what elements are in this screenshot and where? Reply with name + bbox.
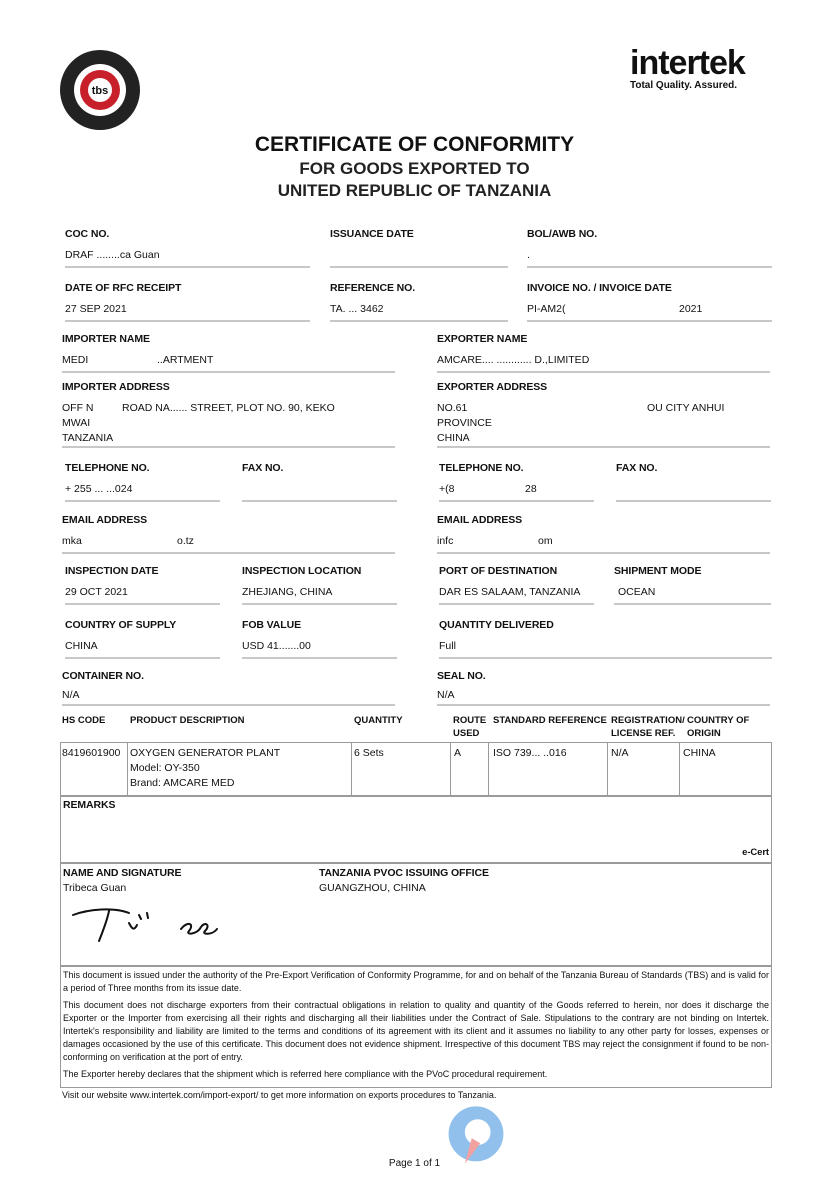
bol-awb-field: BOL/AWB NO. . xyxy=(527,228,772,268)
column-divider xyxy=(351,742,352,795)
shipment-mode-field: SHIPMENT MODE OCEAN xyxy=(614,565,771,605)
inspection-location-field: INSPECTION LOCATION ZHEJIANG, CHINA xyxy=(242,565,397,605)
reference-no-field: REFERENCE NO. TA. ... 3462 xyxy=(330,282,508,322)
document-title: CERTIFICATE OF CONFORMITY xyxy=(254,133,575,156)
table-header-route: ROUTE USED xyxy=(453,715,487,739)
fob-value-field: FOB VALUE USD 41.......00 xyxy=(242,619,397,659)
exporter-telephone-field: TELEPHONE NO. +(8 28 xyxy=(439,462,594,502)
disclaimer-box: This document is issued under the authority of the Pre-Export Verification of Conformity Programme, for and on behalf of the Tanzania Bureau of Standards (TBS) and is valid for a period of Three months from its issue date. This document does not discharge exporters from their contractual obligations in relation to quality and quantity of the Goods referred to herein, nor does it discharge the Exporter or the Importer from exercising all their rights and discharging all their liabilities under the Contract of Sale. Stipulations to the contrary are not binding on Intertek. Intertek's responsibility and liability are limited to the terms and conditions of its agreement with its client and it assumes no liability to any other party for losses, expenses or damages occasioned by the use of this certificate. This document does not evidence shipment. Irrespective of this document TBS may reject the consignment if found to be non-conforming on verification at the port of entry. The Exporter hereby declares that the shipment which is referred here compliance with the PVoC procedural requirement. xyxy=(60,965,772,1088)
exporter-fax-field: FAX NO. xyxy=(616,462,771,502)
table-header-quantity: QUANTITY xyxy=(354,715,403,726)
tbs-logo xyxy=(58,48,142,132)
importer-name-field: IMPORTER NAME MEDI ..ARTMENT xyxy=(62,333,395,373)
document-subtitle: UNITED REPUBLIC OF TANZANIA xyxy=(277,181,552,200)
cell-standard: ISO 739... ..016 xyxy=(493,747,567,759)
invoice-field: INVOICE NO. / INVOICE DATE PI-AM2( 2021 xyxy=(527,282,772,322)
importer-telephone-field: TELEPHONE NO. + 255 ... ...024 xyxy=(65,462,220,502)
table-header-standard: STANDARD REFERENCE xyxy=(493,715,607,726)
country-supply-field: COUNTRY OF SUPPLY CHINA xyxy=(65,619,220,659)
page-number: Page 1 of 1 xyxy=(388,1158,441,1169)
document-subtitle: FOR GOODS EXPORTED TO xyxy=(299,159,530,178)
table-header-description: PRODUCT DESCRIPTION xyxy=(130,715,245,726)
column-divider xyxy=(488,742,489,795)
container-no-field: CONTAINER NO. N/A xyxy=(62,670,395,706)
website-note: Visit our website www.intertek.com/import-export/ to get more information on exports procedures to Tanzania. xyxy=(62,1090,497,1100)
column-divider xyxy=(679,742,680,795)
cell-quantity: 6 Sets xyxy=(354,747,384,759)
column-divider xyxy=(127,742,128,795)
svg-text:tbs: tbs xyxy=(91,85,109,97)
table-header-hs-code: HS CODE xyxy=(62,715,106,726)
exporter-name-field: EXPORTER NAME AMCARE.... ............ D.,LIMITED xyxy=(437,333,770,373)
issuance-date-field: ISSUANCE DATE xyxy=(330,228,508,268)
seal-no-field: SEAL NO. N/A xyxy=(437,670,770,706)
cell-registration: N/A xyxy=(611,747,629,759)
column-divider xyxy=(450,742,451,795)
port-destination-field: PORT OF DESTINATION DAR ES SALAAM, TANZANIA xyxy=(439,565,594,605)
inspection-date-field: INSPECTION DATE 29 OCT 2021 xyxy=(65,565,220,605)
handwritten-signature xyxy=(69,901,219,946)
table-header-registration: REGISTRATION/ LICENSE REF. xyxy=(611,715,685,739)
cell-route: A xyxy=(454,747,462,759)
importer-address-field: IMPORTER ADDRESS OFF N ROAD NA...... STREET, PLOT NO. 90, KEKO MWAI TANZANIA xyxy=(62,381,395,448)
exporter-email-field: EMAIL ADDRESS infc om xyxy=(437,514,770,554)
importer-email-field: EMAIL ADDRESS mka o.tz xyxy=(62,514,395,554)
cell-origin: CHINA xyxy=(683,747,716,759)
quantity-delivered-field: QUANTITY DELIVERED Full xyxy=(439,619,772,659)
exporter-address-field: EXPORTER ADDRESS NO.61 OU CITY ANHUI PROVINCE CHINA xyxy=(437,381,770,448)
intertek-logo: intertek Total Quality. Assured. xyxy=(630,44,745,91)
cell-hs-code: 8419601900 xyxy=(62,747,121,759)
rfc-date-field: DATE OF RFC RECEIPT 27 SEP 2021 xyxy=(65,282,310,322)
importer-fax-field: FAX NO. xyxy=(242,462,397,502)
signature-box: NAME AND SIGNATURE Tribeca Guan TANZANIA PVOC ISSUING OFFICE GUANGZHOU, CHINA xyxy=(60,862,772,967)
remarks-box: REMARKS e-Cert xyxy=(60,795,772,864)
table-header-origin: COUNTRY OF ORIGIN xyxy=(687,715,750,739)
column-divider xyxy=(607,742,608,795)
cell-description: OXYGEN GENERATOR PLANT Model: OY-350 Brand: AMCARE MED xyxy=(130,747,281,789)
coc-no-field: COC NO. DRAF ........ca Guan xyxy=(65,228,310,268)
